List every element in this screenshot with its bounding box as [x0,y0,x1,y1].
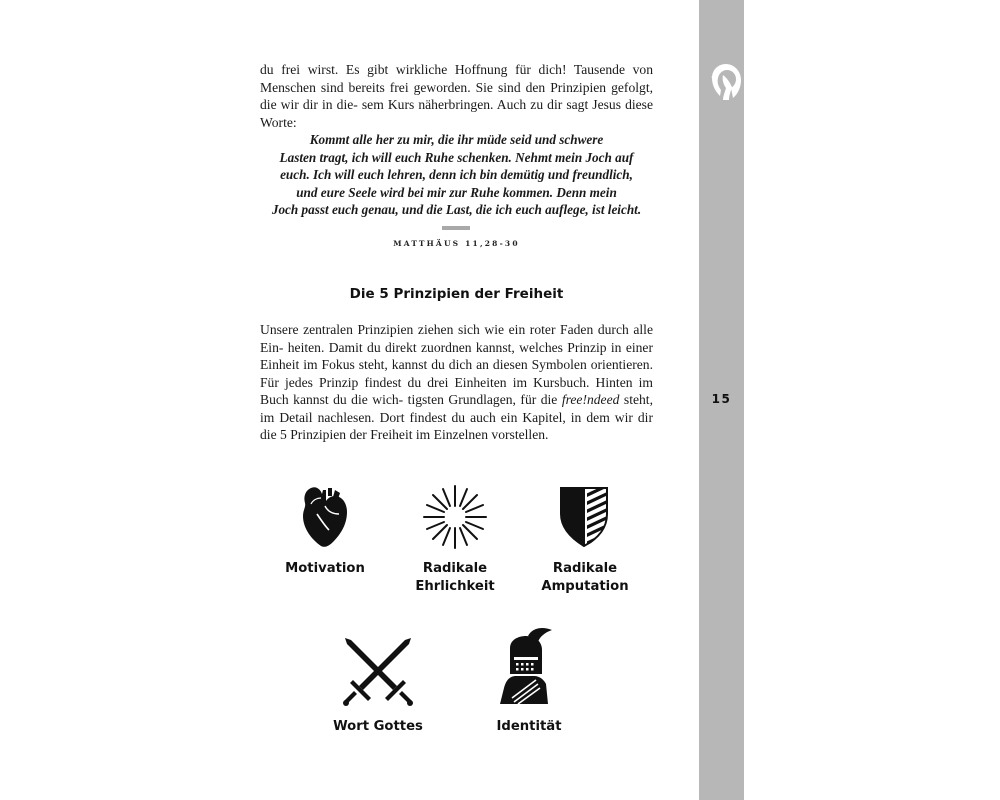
text-line: Fokus steht, kannst du dich an diesen Symbolen orientieren. Für jedes Prinzip [260,357,653,390]
quote-line: euch. Ich will euch lehren, denn ich bin demütig und freundlich, [280,167,633,182]
text-line: du auch ein Kapitel, in dem wir dir die 5 Prinzipien der Freiheit im Einzelnen [260,409,653,442]
principle-label [510,560,660,595]
quote-line: Lasten tragt, ich will euch Ruhe schenken. Nehmt mein Joch auf [279,149,634,165]
brand-name-emphasis: free!ndeed [561,392,620,407]
principle-label-line: Amputation [541,578,629,594]
quote-reference: MATTHÄUS 11,28-30 [393,239,520,248]
text-line: sind bereits frei geworden. Sie sind den Prinzipien gefolgt, die wir dir in die- [260,79,653,112]
crossed-swords-icon [341,636,415,708]
text-line: du frei wirst. Es gibt wirkliche Hoffnung für dich! Tausende von Menschen [260,62,653,95]
principle-wort-gottes [303,636,453,736]
principle-label: Motivation [285,561,365,576]
intro-paragraph [260,61,653,131]
knight-helmet-icon [494,624,564,708]
principle-label: Wort Gottes [333,719,423,734]
principle-identitaet [454,624,604,736]
text-line: findest du drei Einheiten im Kursbuch. Hinten im Buch kannst du die wich- [260,374,653,407]
page-number: 15 [711,392,732,406]
principles-paragraph [260,321,653,444]
principle-label [380,560,530,595]
sunburst-icon [422,484,488,550]
principle-radikale-amputation [510,484,660,595]
principle-radikale-ehrlichkeit [380,484,530,595]
principle-label: Identität [496,719,562,734]
principle-label-line: Radikale [422,561,488,576]
principle-label-line: Ehrlichkeit [415,578,495,594]
text-line: heiten. Damit du direkt zuordnen kannst, welches Prinzip in einer Einheit im [260,339,653,372]
quote-divider [442,226,470,230]
text-line: Unsere zentralen Prinzipien ziehen sich wie ein roter Faden durch alle Ein- [260,322,653,355]
text-line: steht, im Detail nachlesen. Dort findest [260,392,653,425]
principle-label-line: Radikale [552,561,618,576]
shield-icon [555,484,615,550]
sidebar-strip [699,0,744,800]
quote-line: Kommt alle her zu mir, die ihr müde seid und schwere [309,132,604,147]
text-line: tigsten Grundlagen, für die [407,392,562,407]
principle-motivation [250,484,400,578]
heart-icon [295,484,355,550]
lion-logo-icon [709,62,743,102]
section-heading: Die 5 Prinzipien der Freiheit [349,286,564,302]
quote-line: und eure Seele wird bei mir zur Ruhe kommen. Denn mein [296,184,617,200]
text-line: vorstellen. [491,427,549,442]
bible-quote [260,131,653,219]
quote-line: Joch passt euch genau, und die Last, die ich euch auflege, ist leicht. [271,202,642,217]
text-line: sem Kurs näherbringen. Auch zu dir sagt Jesus diese Worte: [260,97,654,130]
